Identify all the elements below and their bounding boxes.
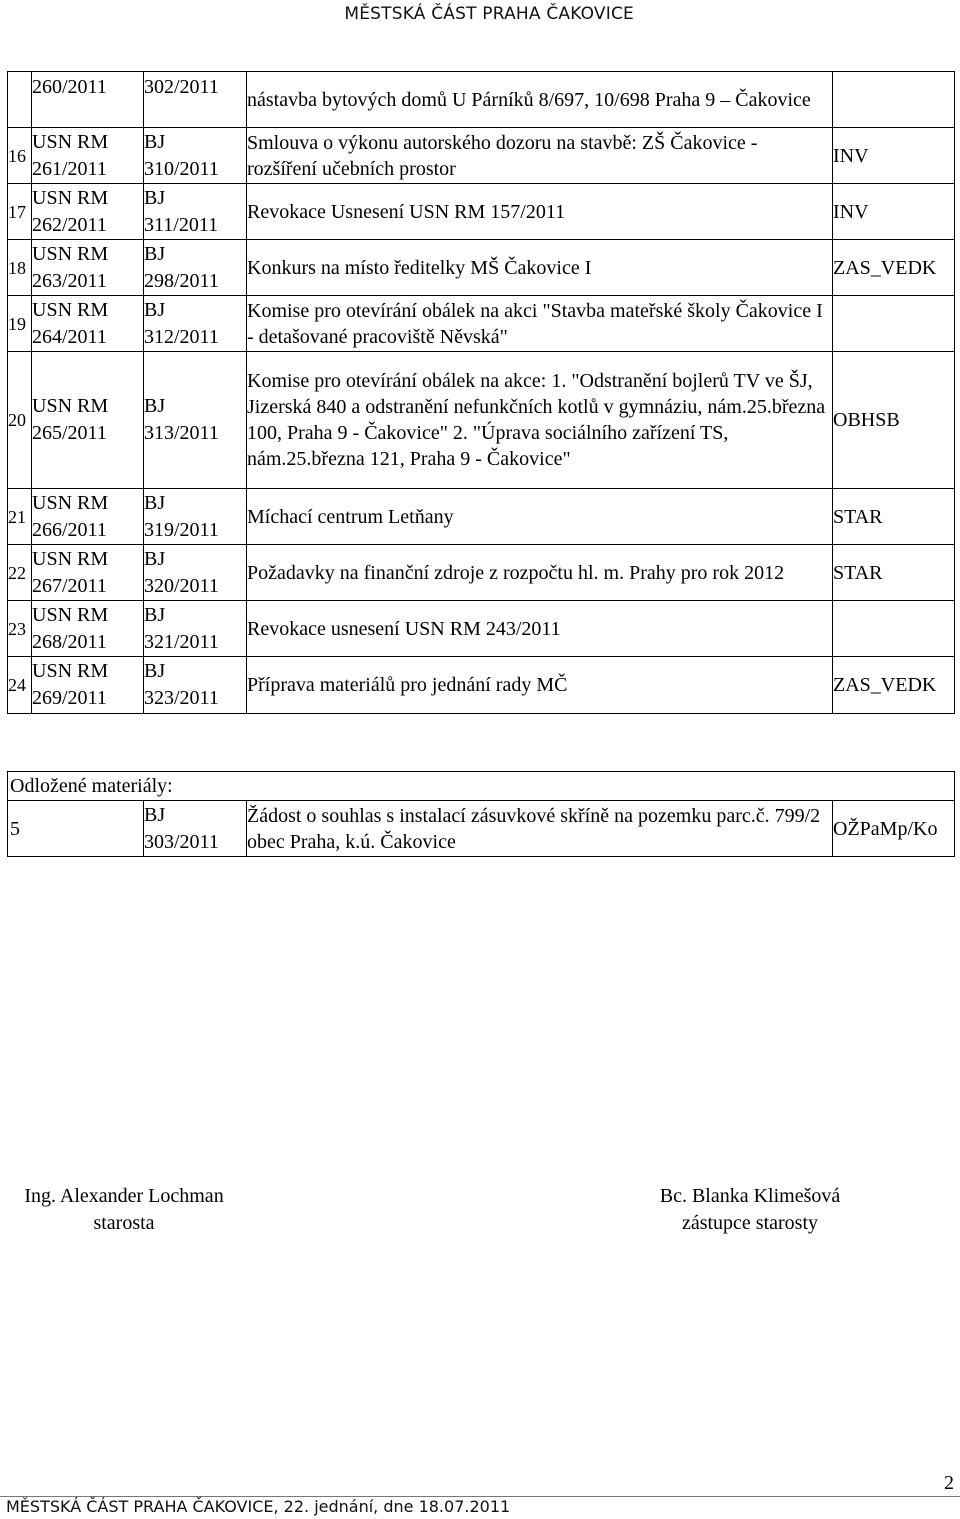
usn-number: 264/2011 [32, 325, 107, 348]
department: INV [833, 128, 955, 184]
table-row [8, 296, 955, 352]
usn-cell [32, 240, 144, 296]
resolutions-table [7, 71, 955, 714]
table-row [8, 352, 955, 489]
usn-cell [32, 184, 144, 240]
deferred-title: Odložené materiály: [8, 772, 955, 801]
bj-cell [144, 657, 247, 714]
bj-cell [144, 489, 247, 545]
description: Konkurs na místo ředitelky MŠ Čakovice I [247, 240, 833, 296]
row-number: 21 [8, 489, 32, 545]
bj-cell [144, 240, 247, 296]
bj-label: BJ [144, 242, 166, 265]
bj-label: BJ [144, 547, 166, 570]
bj-label: BJ [144, 660, 166, 682]
table-row [8, 184, 955, 240]
usn-number: 269/2011 [32, 687, 107, 709]
row-number: 16 [8, 128, 32, 184]
row-number: 19 [8, 296, 32, 352]
bj-label: BJ [144, 395, 166, 417]
bj-number: 310/2011 [144, 157, 219, 180]
bj-cell [144, 601, 247, 657]
department [833, 601, 955, 657]
bj-number: 302/2011 [144, 76, 219, 98]
bj-number: 323/2011 [144, 687, 219, 709]
bj-number: 311/2011 [144, 213, 219, 236]
bj-cell [144, 352, 247, 489]
header-title: MĚSTSKÁ ČÁST PRAHA ČAKOVICE [344, 4, 634, 24]
usn-number: 260/2011 [32, 76, 107, 98]
usn-number: 262/2011 [32, 213, 107, 236]
bj-number: 312/2011 [144, 325, 219, 348]
description: Požadavky na finanční zdroje z rozpočtu hl. m. Prahy pro rok 2012 [247, 545, 833, 601]
usn-cell [32, 352, 144, 489]
bj-label: BJ [144, 491, 166, 514]
usn-label: USN RM [32, 603, 109, 626]
bj-label: BJ [144, 803, 166, 826]
department [833, 296, 955, 352]
usn-number: 261/2011 [32, 157, 107, 180]
department: OBHSB [833, 352, 955, 489]
usn-cell [32, 72, 144, 128]
footer-text: MĚSTSKÁ ČÁST PRAHA ČAKOVICE, 22. jednání, dne 18.07.2011 [6, 1497, 511, 1516]
table-row [8, 128, 955, 184]
usn-cell [32, 657, 144, 714]
usn-label: USN RM [32, 491, 109, 514]
bj-number: 298/2011 [144, 269, 219, 292]
usn-cell [32, 601, 144, 657]
row-number: 17 [8, 184, 32, 240]
signature-role: zástupce starosty [681, 1212, 819, 1234]
usn-label: USN RM [32, 395, 109, 417]
description: nástavba bytových domů U Párníků 8/697, 10/698 Praha 9 – Čakovice [247, 72, 833, 128]
bj-number: 321/2011 [144, 630, 219, 653]
bj-number: 319/2011 [144, 518, 219, 541]
department: OŽPaMp/Ko [833, 801, 955, 857]
usn-number: 265/2011 [32, 422, 107, 444]
bj-cell [144, 128, 247, 184]
page-header [0, 4, 960, 24]
bj-label: BJ [144, 186, 166, 209]
bj-cell [144, 801, 247, 857]
bj-label: BJ [144, 130, 166, 153]
bj-label: BJ [144, 298, 166, 321]
department: STAR [833, 489, 955, 545]
row-number [8, 72, 32, 128]
row-number: 5 [8, 801, 144, 857]
bj-cell [144, 545, 247, 601]
department: STAR [833, 545, 955, 601]
bj-number: 313/2011 [144, 422, 219, 444]
table-row [8, 72, 955, 128]
signature-name: Bc. Blanka Klimešová [659, 1185, 841, 1207]
signature-name: Ing. Alexander Lochman [24, 1185, 224, 1207]
signature-role: starosta [93, 1212, 155, 1234]
table-row [8, 601, 955, 657]
usn-label: USN RM [32, 130, 109, 153]
bj-cell [144, 296, 247, 352]
table-row [8, 545, 955, 601]
usn-cell [32, 296, 144, 352]
row-number: 20 [8, 352, 32, 489]
usn-cell [32, 545, 144, 601]
table-row [8, 489, 955, 545]
description: Revokace Usnesení USN RM 157/2011 [247, 184, 833, 240]
department [833, 72, 955, 128]
bj-number: 320/2011 [144, 574, 219, 597]
signature-deputy [630, 1183, 870, 1237]
department: INV [833, 184, 955, 240]
usn-cell [32, 489, 144, 545]
description: Žádost o souhlas s instalací zásuvkové skříně na pozemku parc.č. 799/2 obec Praha, k.ú. Čakovice [247, 801, 833, 857]
description: Komise pro otevírání obálek na akce: 1. "Odstranění bojlerů TV ve ŠJ, Jizerská 840 a odstranění nefunkčních kotlů v gymnáziu, nám.25.března 100, Praha 9 - Čakovice" 2. "Úprava sociálního zařízení TS, nám.25.března 121, Praha 9 - Čakovice" [247, 352, 833, 489]
usn-number: 266/2011 [32, 518, 107, 541]
deferred-materials-table [7, 771, 955, 857]
usn-label: USN RM [32, 660, 109, 682]
description: Smlouva o výkonu autorského dozoru na stavbě: ZŠ Čakovice - rozšíření učebních prostor [247, 128, 833, 184]
usn-label: USN RM [32, 298, 109, 321]
usn-number: 267/2011 [32, 574, 107, 597]
bj-label: BJ [144, 603, 166, 626]
row-number: 24 [8, 657, 32, 714]
description: Míchací centrum Letňany [247, 489, 833, 545]
table-row [8, 801, 955, 857]
usn-label: USN RM [32, 242, 109, 265]
description: Příprava materiálů pro jednání rady MČ [247, 657, 833, 714]
usn-label: USN RM [32, 547, 109, 570]
department: ZAS_VEDK [833, 240, 955, 296]
bj-cell [144, 72, 247, 128]
bj-cell [144, 184, 247, 240]
description: Komise pro otevírání obálek na akci "Stavba mateřské školy Čakovice I - detašované pracoviště Něvská" [247, 296, 833, 352]
row-number: 22 [8, 545, 32, 601]
usn-number: 268/2011 [32, 630, 107, 653]
bj-number: 303/2011 [144, 830, 219, 853]
row-number: 18 [8, 240, 32, 296]
row-number: 23 [8, 601, 32, 657]
usn-cell [32, 128, 144, 184]
page-number: 2 [944, 1472, 954, 1494]
table-row [8, 657, 955, 714]
signature-mayor [4, 1183, 244, 1237]
department: ZAS_VEDK [833, 657, 955, 714]
usn-number: 263/2011 [32, 269, 107, 292]
table-row [8, 240, 955, 296]
usn-label: USN RM [32, 186, 109, 209]
description: Revokace usnesení USN RM 243/2011 [247, 601, 833, 657]
